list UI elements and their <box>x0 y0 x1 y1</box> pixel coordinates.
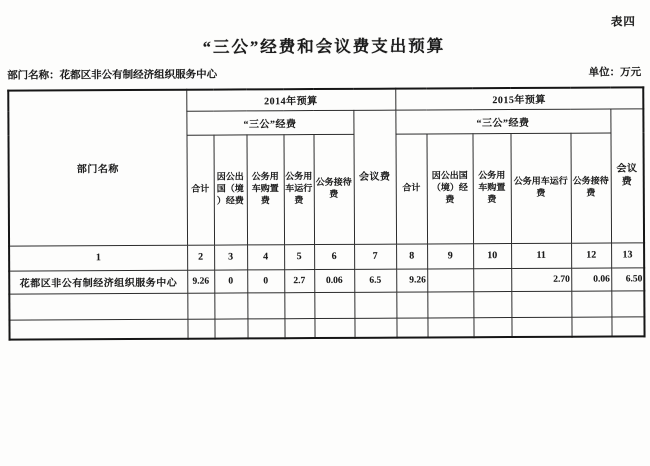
empty-cell <box>187 319 214 339</box>
column-group-2015-budget: 2015年预算 <box>395 87 643 109</box>
unit-label: 单位：万元 <box>588 67 642 79</box>
empty-cell <box>396 291 427 317</box>
value-vehicle-purchase-2014: 0 <box>247 269 284 292</box>
value-abroad-2015 <box>427 268 473 291</box>
empty-cell <box>612 316 645 336</box>
column-header-total-2015: 合计 <box>396 133 428 243</box>
empty-cell <box>284 292 314 318</box>
value-vehicle-operation-2014: 2.7 <box>284 269 314 292</box>
empty-cell <box>428 317 474 337</box>
empty-cell <box>354 292 396 318</box>
value-reception-2014: 0.06 <box>314 269 354 292</box>
column-group-2014-budget: 2014年预算 <box>186 89 395 111</box>
empty-cell <box>354 318 396 338</box>
column-header-meeting-fee-2014: 会议费 <box>353 110 396 244</box>
column-header-vehicle-operation-2014: 公务用车运行费 <box>283 134 314 244</box>
column-header-vehicle-operation-2015: 公务用车运行费 <box>511 133 572 243</box>
column-header-vehicle-purchase-2015: 公务用车购置费 <box>473 133 512 243</box>
column-header-vehicle-purchase-2014: 公务用车购置费 <box>246 134 284 244</box>
empty-cell <box>571 291 611 317</box>
column-index: 5 <box>284 244 314 269</box>
value-vehicle-operation-2015: 2.70 <box>511 268 571 291</box>
value-vehicle-purchase-2015 <box>473 268 511 291</box>
empty-cell <box>512 317 572 337</box>
value-abroad-2014: 0 <box>214 269 247 292</box>
column-index: 7 <box>354 244 396 269</box>
column-index: 6 <box>314 244 354 269</box>
empty-cell <box>214 318 247 338</box>
department-name-label: 部门名称：花都区非公有制经济组织服务中心 <box>7 69 218 82</box>
empty-cell <box>314 318 354 338</box>
empty-cell <box>427 291 473 317</box>
table-row-empty <box>9 290 644 319</box>
column-index: 8 <box>396 243 427 268</box>
empty-cell <box>214 292 247 318</box>
value-meeting-2014: 6.5 <box>354 269 396 292</box>
table-row-empty <box>9 316 644 339</box>
column-header-total-2014: 合计 <box>186 135 214 245</box>
column-index: 4 <box>247 244 284 269</box>
column-header-reception-2014: 公务接待费 <box>313 134 354 244</box>
column-header-meeting-fee-2015: 会议费 <box>610 108 644 242</box>
column-index: 9 <box>427 243 473 268</box>
meta-row <box>7 64 641 82</box>
column-header-department: 部门名称 <box>8 90 187 246</box>
department-name-cell: 花都区非公有制经济组织服务中心 <box>9 270 187 294</box>
empty-cell <box>314 292 354 318</box>
table-row <box>9 267 644 293</box>
value-total-2015: 9.26 <box>396 268 427 291</box>
column-header-reception-2015: 公务接待费 <box>571 133 612 243</box>
column-index: 2 <box>187 245 214 270</box>
column-index: 1 <box>9 245 187 271</box>
column-index-row <box>9 242 644 270</box>
column-index: 13 <box>611 242 644 267</box>
column-index: 12 <box>571 243 611 268</box>
column-header-abroad-2015: 因公出国（境）经费 <box>427 133 474 243</box>
column-index: 10 <box>473 243 511 268</box>
empty-cell <box>9 293 187 320</box>
empty-cell <box>247 292 284 318</box>
table-number-tag: 表四 <box>610 16 636 29</box>
empty-cell <box>611 290 644 316</box>
empty-cell <box>474 317 512 337</box>
column-index: 11 <box>511 243 571 268</box>
value-total-2014: 9.26 <box>187 270 214 293</box>
empty-cell <box>511 291 571 317</box>
empty-cell <box>247 318 284 338</box>
empty-cell <box>9 319 187 340</box>
budget-table <box>7 86 645 340</box>
column-group-sangong-2014: “三公”经费 <box>186 110 353 135</box>
value-reception-2015: 0.06 <box>571 268 611 291</box>
empty-cell <box>473 291 511 317</box>
column-group-sangong-2015: “三公”经费 <box>395 109 610 134</box>
empty-cell <box>572 317 612 337</box>
column-header-abroad-2014: 因公出国（境）经费 <box>213 134 247 244</box>
value-meeting-2015: 6.50 <box>611 267 644 290</box>
column-index: 3 <box>214 244 247 269</box>
empty-cell <box>397 317 428 337</box>
empty-cell <box>284 318 314 338</box>
page-title: “三公”经费和会议费支出预算 <box>202 36 446 57</box>
empty-cell <box>187 293 214 319</box>
